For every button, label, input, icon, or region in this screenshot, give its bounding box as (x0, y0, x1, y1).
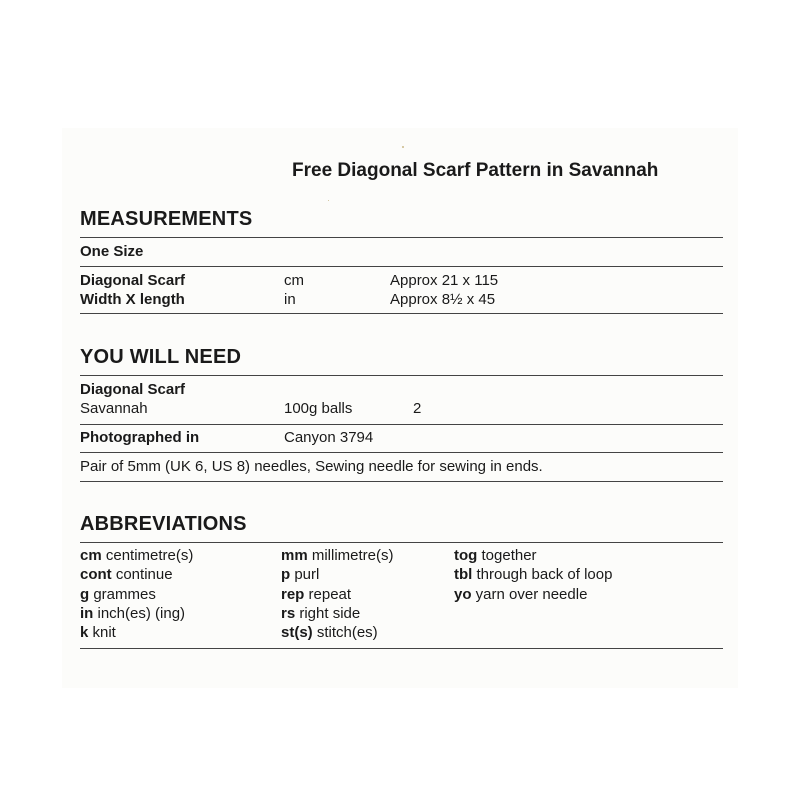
abbreviation-item: rep repeat (281, 586, 352, 603)
ball-size: 100g balls (284, 400, 353, 417)
size-label: One Size (80, 243, 144, 260)
dimension-label: Width X length (80, 291, 185, 308)
abbreviation-item: tog together (454, 547, 537, 564)
abbreviation-item: p purl (281, 566, 320, 583)
abbreviation-item: rs right side (281, 605, 361, 622)
paper-speck (328, 200, 329, 201)
measurement-value-in: Approx 8½ x 45 (390, 291, 496, 308)
you-will-need-heading: YOU WILL NEED (80, 346, 242, 368)
needles-note: Pair of 5mm (UK 6, US 8) needles, Sewing needle for sewing in ends. (80, 458, 543, 475)
unit-in: in (284, 291, 296, 308)
abbreviation-item: st(s) stitch(es) (281, 624, 378, 641)
divider (80, 481, 723, 482)
divider (80, 648, 723, 649)
ball-count: 2 (413, 400, 422, 417)
divider (80, 266, 723, 267)
paper-speck (402, 146, 404, 148)
abbreviation-item: k knit (80, 624, 116, 641)
divider (80, 452, 723, 453)
divider (80, 237, 723, 238)
abbreviation-item: g grammes (80, 586, 156, 603)
abbreviation-item: cont continue (80, 566, 173, 583)
divider (80, 424, 723, 425)
measurement-value-cm: Approx 21 x 115 (390, 272, 499, 289)
need-item-label: Diagonal Scarf (80, 381, 186, 398)
abbreviation-item: cm centimetre(s) (80, 547, 194, 564)
abbreviations-heading: ABBREVIATIONS (80, 513, 247, 535)
abbreviation-item: yo yarn over needle (454, 586, 588, 603)
divider (80, 313, 723, 314)
abbreviation-item: tbl through back of loop (454, 566, 613, 583)
photographed-label: Photographed in (80, 429, 200, 446)
page-title: Free Diagonal Scarf Pattern in Savannah (292, 160, 659, 181)
divider (80, 375, 723, 376)
yarn-name: Savannah (80, 400, 148, 417)
measurement-item-label: Diagonal Scarf (80, 272, 186, 289)
measurements-heading: MEASUREMENTS (80, 208, 253, 230)
unit-cm: cm (284, 272, 304, 289)
photographed-value: Canyon 3794 (284, 429, 374, 446)
abbreviation-item: mm millimetre(s) (281, 547, 394, 564)
abbreviation-item: in inch(es) (ing) (80, 605, 186, 622)
divider (80, 542, 723, 543)
